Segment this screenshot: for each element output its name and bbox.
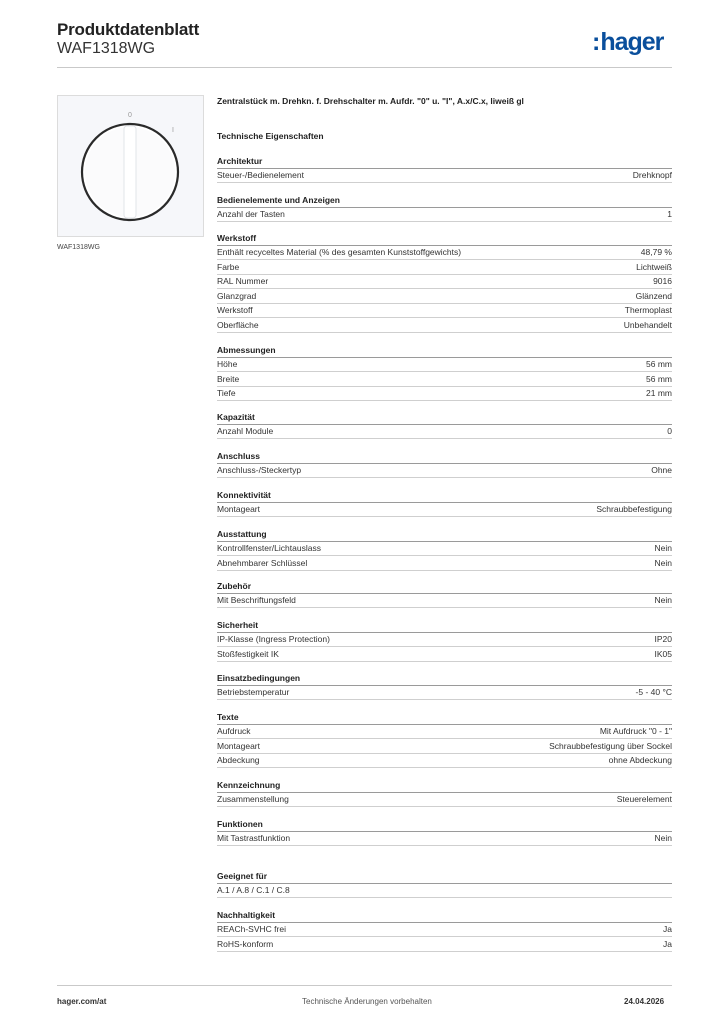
section-divider <box>217 424 672 425</box>
row-divider <box>217 897 672 898</box>
page-title: Produktdatenblatt <box>57 20 200 39</box>
spec-label: REACh-SVHC frei <box>217 924 286 934</box>
section-title: Bedienelemente und Anzeigen <box>217 195 340 205</box>
spec-label: Abnehmbarer Schlüssel <box>217 557 308 568</box>
spec-label: Breite <box>217 373 240 384</box>
section-divider <box>217 593 672 594</box>
row-divider <box>217 738 672 739</box>
spec-value: Lichtweiß <box>636 261 672 272</box>
row-divider <box>217 806 672 807</box>
row-divider <box>217 570 672 571</box>
row-divider <box>217 753 672 754</box>
spec-value: Mit Aufdruck "0 - 1" <box>599 726 672 736</box>
spec-value: Glänzend <box>635 290 672 301</box>
spec-label: Oberfläche <box>217 320 259 330</box>
knob-mark-on: I <box>172 127 174 134</box>
section-divider <box>217 685 672 686</box>
spec-label: IP-Klasse (Ingress Protection) <box>217 634 330 644</box>
row-divider <box>217 371 672 372</box>
image-caption: WAF1318WG <box>57 244 100 251</box>
section-title: Kennzeichnung <box>217 780 281 790</box>
spec-label: Mit Beschriftungsfeld <box>217 595 296 605</box>
spec-value: Unbehandelt <box>623 320 672 330</box>
spec-value: 56 mm <box>646 373 672 384</box>
spec-label: Anschluss-/Steckertyp <box>217 465 302 475</box>
spec-label: Betriebstemperatur <box>217 687 290 697</box>
footer-website: hager.com/at <box>57 997 107 1006</box>
row-divider <box>217 438 672 439</box>
knob-mark-off: 0 <box>128 112 132 119</box>
section-title: Kapazität <box>217 412 255 422</box>
spec-label: Stoßfestigkeit IK <box>217 648 279 659</box>
section-title: Architektur <box>217 156 263 166</box>
section-divider <box>217 463 672 464</box>
section-title: Texte <box>217 712 239 722</box>
row-divider <box>217 221 672 222</box>
spec-label: Mit Tastrastfunktion <box>217 833 291 843</box>
section-divider <box>217 207 672 208</box>
row-divider <box>217 936 672 937</box>
row-divider <box>217 646 672 647</box>
spec-value: Ja <box>663 938 672 949</box>
row-divider <box>217 661 672 662</box>
spec-label: Anzahl Module <box>217 426 274 436</box>
product-image <box>57 95 204 237</box>
spec-label: Werkstoff <box>217 305 253 316</box>
row-divider <box>217 386 672 387</box>
row-divider <box>217 699 672 700</box>
spec-label: Enthält recyceltes Material (% des gesamten Kunststoffgewichts) <box>217 247 462 257</box>
tech-properties-heading: Technische Eigenschaften <box>217 131 324 141</box>
spec-value: -5 - 40 °C <box>635 687 672 697</box>
spec-label: Abdeckung <box>217 755 260 766</box>
section-divider <box>217 792 672 793</box>
section-title: Geeignet für <box>217 871 268 881</box>
section-title: Sicherheit <box>217 620 259 630</box>
row-divider <box>217 182 672 183</box>
spec-label: RAL Nummer <box>217 276 269 287</box>
section-title: Nachhaltigkeit <box>217 910 276 920</box>
spec-label: Zusammenstellung <box>217 794 289 804</box>
footer-date: 24.04.2026 <box>624 997 665 1006</box>
spec-value: Thermoplast <box>624 305 672 316</box>
spec-label: Tiefe <box>217 388 236 399</box>
row-divider <box>217 288 672 289</box>
spec-label: Montageart <box>217 504 260 514</box>
spec-label: A.1 / A.8 / C.1 / C.8 <box>217 885 290 895</box>
spec-value: Nein <box>654 543 672 553</box>
row-divider <box>217 516 672 517</box>
section-title: Einsatzbedingungen <box>217 673 301 683</box>
row-divider <box>217 607 672 608</box>
spec-label: Montageart <box>217 740 260 751</box>
section-title: Konnektivität <box>217 490 271 500</box>
spec-value: Schraubbefestigung <box>596 504 672 514</box>
product-description: Zentralstück m. Drehkn. f. Drehschalter m. Aufdr. "0" u. "I", A.x/C.x, lіweiß gl <box>217 96 524 106</box>
section-divider <box>217 357 672 358</box>
row-divider <box>217 555 672 556</box>
section-divider <box>217 168 672 169</box>
spec-value: Nein <box>654 833 672 843</box>
hager-logo <box>592 28 663 57</box>
section-divider <box>217 831 672 832</box>
row-divider <box>217 477 672 478</box>
header-divider <box>57 67 672 68</box>
section-divider <box>217 883 672 884</box>
spec-value: 48,79 % <box>640 247 672 257</box>
spec-value: Nein <box>654 557 672 568</box>
product-code: WAF1318WG <box>57 40 156 57</box>
section-title: Zubehör <box>217 581 251 591</box>
section-divider <box>217 541 672 542</box>
row-divider <box>217 767 672 768</box>
row-divider <box>217 303 672 304</box>
spec-label: RoHS-konform <box>217 938 274 949</box>
spec-label: Anzahl der Tasten <box>217 209 285 219</box>
section-divider <box>217 724 672 725</box>
section-title: Funktionen <box>217 819 263 829</box>
spec-value: Ja <box>663 924 672 934</box>
spec-value: Nein <box>654 595 672 605</box>
section-divider <box>217 502 672 503</box>
section-divider <box>217 245 672 246</box>
footer-notice: Technische Änderungen vorbehalten <box>302 997 432 1006</box>
logo-colon-icon: : <box>592 28 600 56</box>
spec-value: Drehknopf <box>632 170 672 180</box>
spec-value: ohne Abdeckung <box>608 755 672 766</box>
spec-label: Steuer-/Bedienelement <box>217 170 304 180</box>
row-divider <box>217 317 672 318</box>
spec-value: 56 mm <box>646 359 672 369</box>
section-title: Ausstattung <box>217 529 267 539</box>
spec-label: Aufdruck <box>217 726 251 736</box>
row-divider <box>217 845 672 846</box>
row-divider <box>217 400 672 401</box>
row-divider <box>217 951 672 952</box>
section-divider <box>217 632 672 633</box>
spec-value: 9016 <box>653 276 672 287</box>
section-title: Werkstoff <box>217 233 257 243</box>
row-divider <box>217 332 672 333</box>
spec-value: IP20 <box>654 634 672 644</box>
row-divider <box>217 274 672 275</box>
footer-divider <box>57 985 672 986</box>
section-divider <box>217 922 672 923</box>
spec-value: Ohne <box>651 465 672 475</box>
spec-value: 21 mm <box>646 388 672 399</box>
logo-text: hager <box>600 28 664 56</box>
spec-value: 0 <box>667 426 672 436</box>
section-title: Abmessungen <box>217 345 276 355</box>
spec-label: Kontrollfenster/Lichtauslass <box>217 543 321 553</box>
spec-label: Glanzgrad <box>217 290 257 301</box>
spec-value: 1 <box>667 209 672 219</box>
spec-label: Farbe <box>217 261 240 272</box>
section-title: Anschluss <box>217 451 260 461</box>
spec-label: Höhe <box>217 359 238 369</box>
rotary-knob-icon <box>58 96 203 236</box>
spec-value: Steuerelement <box>616 794 672 804</box>
row-divider <box>217 259 672 260</box>
spec-value: Schraubbefestigung über Sockel <box>549 740 672 751</box>
spec-value: IK05 <box>654 648 672 659</box>
